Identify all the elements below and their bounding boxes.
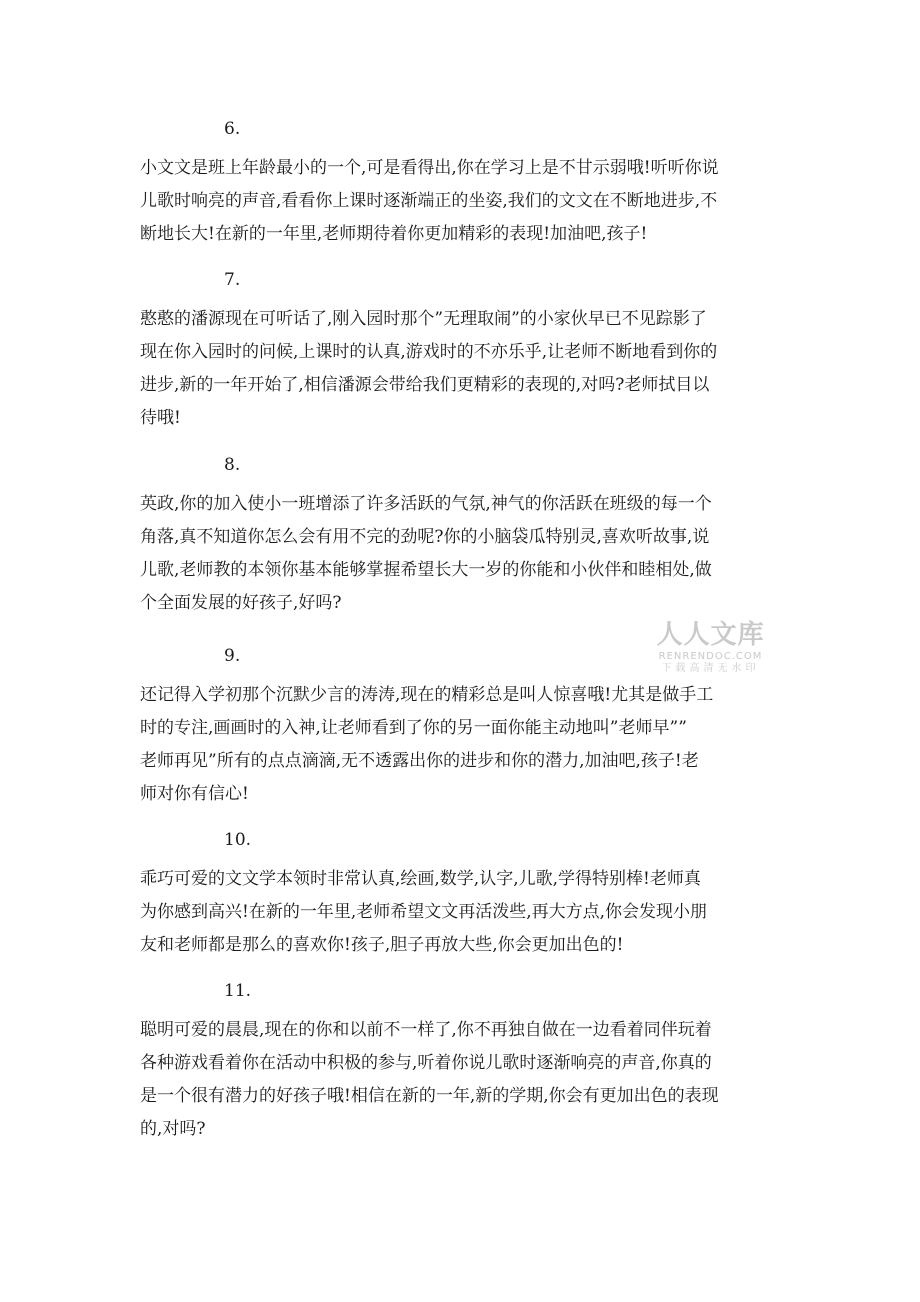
text-line: 的,对吗? [140,1119,206,1139]
text-line: 还记得入学初那个沉默少言的涛涛,现在的精彩总是叫人惊喜哦!尤其是做手工 [140,685,714,705]
entry-8 [140,454,780,620]
text-line: 儿歌时响亮的声音,看看你上课时逐渐端正的坐姿,我们的文文在不断地进步,不 [140,191,718,211]
text-line: 为你感到高兴!在新的一年里,老师希望文文再活泼些,再大方点,你会发现小朋 [140,902,708,922]
entry-text [140,152,780,251]
text-line: 待哦! [140,408,181,428]
text-line: 角落,真不知道你怎么会有用不完的劲呢?你的小脑袋瓜特别灵,喜欢听故事,说 [140,527,710,547]
text-line: 小文文是班上年龄最小的一个,可是看得出,你在学习上是不甘示弱哦!听听你说 [140,158,719,178]
text-line: 个全面发展的好孩子,好吗? [140,593,342,613]
entry-number: 9. [224,646,241,666]
text-line: 憨憨的潘源现在可听话了,刚入园时那个”无理取闹”的小家伙早已不见踪影了 [140,309,707,329]
entry-number: 8. [224,455,241,475]
text-line: 现在你入园时的问候,上课时的认真,游戏时的不亦乐乎,让老师不断地看到你的 [140,342,718,362]
text-line: 是一个很有潜力的好孩子哦!相信在新的一年,新的学期,你会有更加出色的表现 [140,1086,719,1106]
text-line: 聪明可爱的晨晨,现在的你和以前不一样了,你不再独自做在一边看着同伴玩着 [140,1020,712,1040]
text-line: 各种游戏看着你在活动中积极的参与,听着你说儿歌时逐渐响亮的声音,你真的 [140,1053,712,1073]
entry-text [140,1014,780,1146]
entry-text [140,863,780,962]
entry-number: 6. [224,119,241,139]
entry-10 [140,829,780,962]
watermark-url: RENRENDOC.COM [658,651,763,662]
text-line: 儿歌,老师教的本领你基本能够掌握希望长大一岁的你能和小伙伴和睦相处,做 [140,560,712,580]
entry-number: 10. [224,830,252,850]
text-line: 英政,你的加入使小一班增添了许多活跃的气氛,神气的你活跃在班级的每一个 [140,494,712,514]
watermark-logo-text: 人人文库 [656,620,765,650]
entry-11 [140,980,780,1146]
text-line: 友和老师都是那么的喜欢你!孩子,胆子再放大些,你会更加出色的! [140,935,624,955]
entry-number: 7. [224,270,241,290]
entry-text [140,303,780,435]
text-line: 乖巧可爱的文文学本领时非常认真,绘画,数学,认字,儿歌,学得特别棒!老师真 [140,869,701,889]
text-line: 断地长大!在新的一年里,老师期待着你更加精彩的表现!加油吧,孩子! [140,224,648,244]
entry-6 [140,118,780,251]
entry-text [140,488,780,620]
entry-7 [140,269,780,435]
entry-text [140,679,780,811]
text-line: 老师再见”所有的点点滴滴,无不透露出你的进步和你的潜力,加油吧,孩子!老 [140,751,699,771]
watermark [648,620,773,675]
entry-number: 11. [224,981,252,1001]
text-line: 时的专注,画画时的入神,让老师看到了你的另一面你能主动地叫”老师早”” [140,718,687,738]
text-line: 进步,新的一年开始了,相信潘源会带给我们更精彩的表现的,对吗?老师拭目以 [140,375,710,395]
text-line: 师对你有信心! [140,784,249,804]
watermark-tagline: 下载高清无水印 [661,663,760,674]
